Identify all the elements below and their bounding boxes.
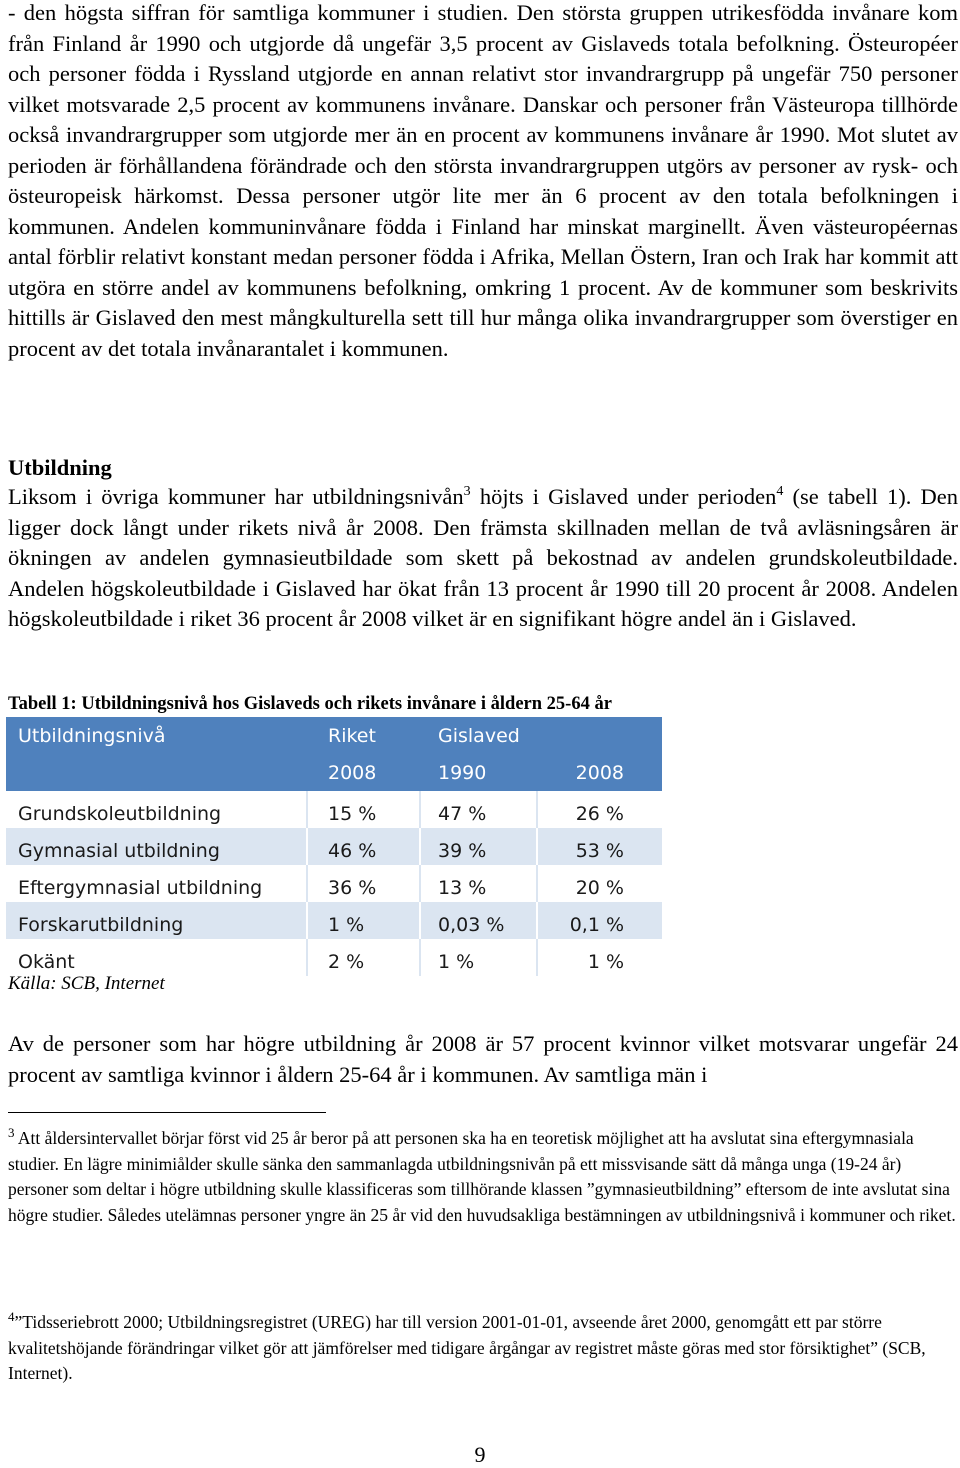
table-cell: 20 %: [575, 876, 624, 899]
paragraph-education-part1: Liksom i övriga kommuner har utbildningsnivån: [8, 484, 464, 509]
table-cell: 2 %: [308, 939, 421, 976]
header-cell: 1990: [438, 762, 487, 784]
footnote-ref-3[interactable]: 3: [463, 484, 471, 499]
table-cell: 53 %: [575, 839, 624, 862]
header-cell: 2008: [328, 762, 377, 784]
table-header-row-2: [6, 755, 662, 791]
table-cell-label: Okänt: [6, 939, 308, 976]
header-cell: Gislaved: [438, 725, 520, 747]
header-cell: 2008: [575, 762, 624, 784]
header-cell: [538, 717, 662, 755]
page-number: 9: [474, 1442, 486, 1467]
footnote-3: [8, 1126, 956, 1228]
table-cell: 13 %: [421, 865, 538, 902]
table-row: [6, 791, 662, 828]
table-source: Källa: SCB, Internet: [8, 973, 165, 994]
table-row: [6, 902, 662, 939]
table-cell: 0,03 %: [421, 902, 538, 939]
table-cell: 1 %: [308, 902, 421, 939]
table-cell: 15 %: [308, 791, 421, 828]
table-header-row-1: [6, 717, 662, 755]
header-cell: Riket: [328, 725, 376, 747]
paragraph-immigrant-groups: - den högsta siffran för samtliga kommuner i studien. Den största gruppen utrikesfödda invånare kom från Finland år 1990 och utgjorde då ungefär 3,5 procent av Gislaveds totala befolkning. Östeuropéer och personer födda i Ryssland utgjorde en annan relativt stor invandrargrupp på ungefär 750 personer vilket motsvarade 2,5 procent av kommunens invånare. Danskar och personer från Västeuropa tillhörde också invandrargrupper som utgjorde mer än en procent av kommunens invånare år 1990. Mot slutet av perioden är förhållandena förändrade och den största invandrargruppen utgörs av personer av rysk- och östeuropeisk härkomst. Dessa personer utgör lite mer än 6 procent av den totala befolkningen i kommunen. Andelen kommuninvånare födda i Finland har minskat marginellt. Även västeuropéernas antal förblir relativt konstant medan personer födda i Afrika, Mellan Östern, Iran och Irak har kommit att utgöra en större andel av kommunens befolkning, omkring 1 procent. Av de kommuner som beskrivits hittills är Gislaved den mest mångkulturella sett till hur många olika invandrargrupper som överstiger en procent av det totala invånarantalet i kommunen.: [8, 0, 958, 361]
table-cell: 26 %: [575, 802, 624, 825]
footnote-separator: [8, 1112, 326, 1113]
table-cell-label: Gymnasial utbildning: [6, 828, 308, 865]
table-cell: 39 %: [421, 828, 538, 865]
paragraph-education-part3: (se tabell 1). Den ligger dock långt under rikets nivå år 2008. Den främsta skillnaden mellan de två avläsningsåren är ökningen av andelen gymnasieutbildade som skett på bekostnad av andelen grundskoleutbildade. Andelen högskoleutbildade i Gislaved har ökat från 13 procent år 1990 till 20 procent år 2008. Andelen högskoleutbildade i riket 36 procent år 2008 vilket är en signifikant högre andel än i Gislaved.: [8, 484, 958, 631]
table-caption: Tabell 1: Utbildningsnivå hos Gislaveds och rikets invånare i åldern 25-64 år: [8, 694, 612, 714]
footnote-text: ”Tidsseriebrott 2000; Utbildningsregistret (UREG) har till version 2001-01-01, avseende året 2000, genomgått ett par större kvalitetshöjande förändringar vilket gör att jämförelser med tidigare årgångar av registret måste göras med stor försiktighet” (SCB, Internet).: [8, 1312, 926, 1383]
section-heading-utbildning: Utbildning: [8, 455, 112, 480]
paragraph-higher-education: Av de personer som har högre utbildning år 2008 är 57 procent kvinnor vilket motsvarar ungefär 24 procent av samtliga kvinnor i åldern 25-64 år i kommunen. Av samtliga män i: [8, 1031, 958, 1087]
table-row: [6, 828, 662, 865]
table-cell: 36 %: [308, 865, 421, 902]
table-row: [6, 865, 662, 902]
table-cell: 1 %: [421, 939, 538, 976]
table-cell-label: Grundskoleutbildning: [6, 791, 308, 828]
paragraph-education: [8, 482, 958, 635]
footnote-number: 3: [8, 1125, 15, 1140]
table-cell: 47 %: [421, 791, 538, 828]
table-cell: 0,1 %: [569, 913, 624, 936]
header-cell: [6, 755, 308, 791]
footnote-ref-4[interactable]: 4: [776, 484, 784, 499]
paragraph-education-part2: höjts i Gislaved under perioden: [470, 484, 777, 509]
table-cell: 1 %: [587, 950, 624, 973]
header-cell: Utbildningsnivå: [18, 725, 166, 747]
footnote-4: [8, 1310, 956, 1387]
education-table: [6, 717, 662, 976]
table-cell: 46 %: [308, 828, 421, 865]
table-cell-label: Forskarutbildning: [6, 902, 308, 939]
table-row: [6, 939, 662, 976]
table-cell-label: Eftergymnasial utbildning: [6, 865, 308, 902]
footnote-text: Att åldersintervallet börjar först vid 25 år beror på att personen ska ha en teoretisk möjlighet att ha avslutat sina eftergymnasiala studier. En lägre minimiålder skulle sänka den sammanlagda utbildningsnivån på ett missvisande sätt då många unga (19-24 år) personer som deltar i högre utbildning skulle klassificeras som tillhörande klassen ”gymnasieutbildning” eftersom de inte avslutat sina högre studier. Således utelämnas personer yngre än 25 år vid den huvudsakliga bestämningen av utbildningsnivå i kommuner och riket.: [8, 1128, 956, 1225]
footnote-number: 4: [8, 1309, 15, 1324]
